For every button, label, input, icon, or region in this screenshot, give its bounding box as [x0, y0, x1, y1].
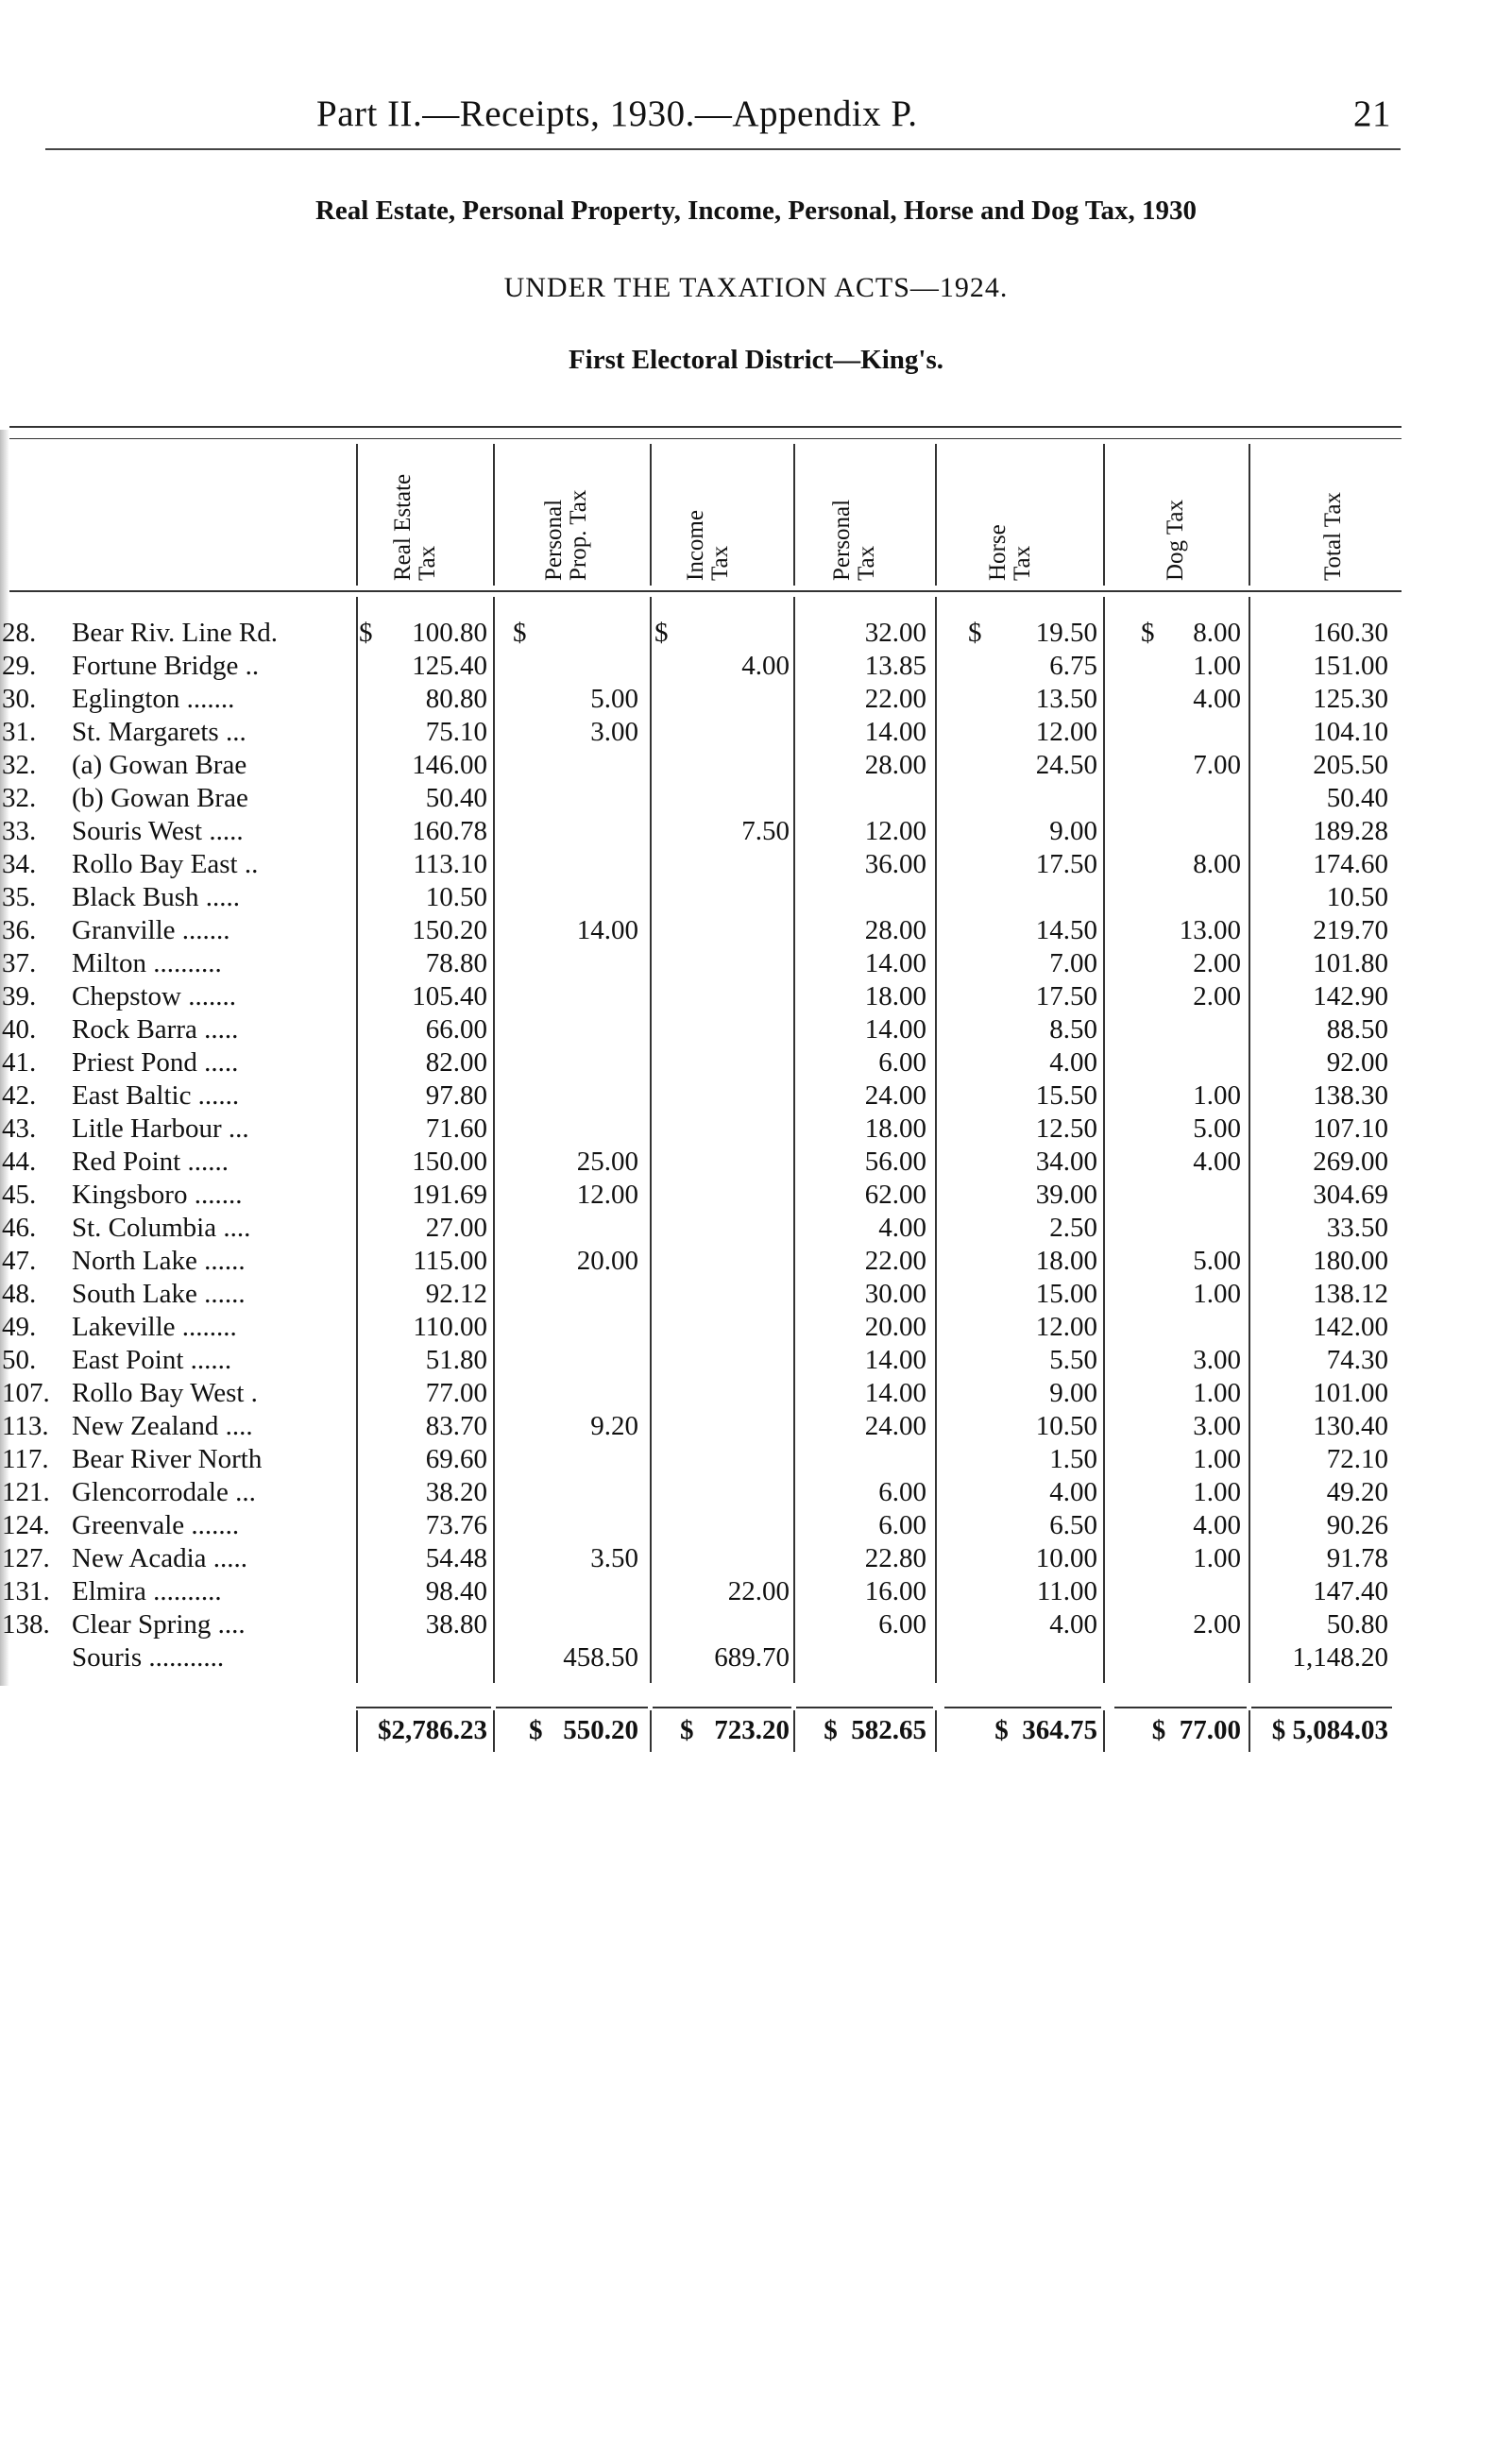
cell-personal-prop: 12.00	[576, 1180, 638, 1210]
cell-personal: 6.00	[878, 1609, 926, 1640]
district-name: North Lake ......	[72, 1246, 246, 1276]
row-number: 47.	[2, 1246, 37, 1276]
table-row	[0, 1509, 1512, 1542]
cell-total: 219.70	[1313, 915, 1388, 945]
header-title: Part II.—Receipts, 1930.—Appendix P.	[316, 93, 918, 134]
cell-real-estate: 100.80	[412, 618, 487, 648]
cell-dog: 13.00	[1179, 915, 1241, 945]
total-underline	[496, 1707, 648, 1708]
cell-total: 138.12	[1313, 1279, 1388, 1309]
district-name: Souris ...........	[72, 1642, 225, 1673]
column-header-total	[1277, 444, 1390, 586]
cell-total: 33.50	[1326, 1213, 1388, 1243]
cell-dog: 1.00	[1193, 1279, 1241, 1309]
cell-horse: 39.00	[1035, 1180, 1097, 1210]
table-row	[0, 1146, 1512, 1179]
column-header-label: Personal Prop. Tax	[541, 489, 591, 581]
table-row	[0, 881, 1512, 914]
cell-horse: 15.00	[1035, 1279, 1097, 1309]
district-name: Eglington .......	[72, 684, 235, 714]
total-real-estate: $2,786.23	[378, 1715, 487, 1745]
cell-horse: 10.00	[1035, 1543, 1097, 1573]
cell-horse: 4.00	[1049, 1477, 1097, 1507]
district-name: Bear River North	[72, 1444, 263, 1474]
column-header-dog	[1119, 444, 1232, 586]
cell-horse: 6.75	[1049, 651, 1097, 681]
row-number: 39.	[2, 981, 37, 1011]
table-row	[0, 782, 1512, 815]
district-name: Rollo Bay West .	[72, 1378, 258, 1408]
column-header-personal	[798, 444, 911, 586]
cell-personal: 36.00	[864, 849, 926, 879]
district-name: (a) Gowan Brae	[72, 750, 247, 780]
row-number: 35.	[2, 882, 37, 912]
cell-personal: 16.00	[864, 1576, 926, 1606]
cell-horse: 2.50	[1049, 1213, 1097, 1243]
cell-personal: 13.85	[864, 651, 926, 681]
row-number: 138.	[2, 1609, 50, 1640]
table-row	[0, 1245, 1512, 1278]
cell-personal: 22.00	[864, 684, 926, 714]
cell-dog: 1.00	[1193, 1378, 1241, 1408]
header-divider	[356, 444, 358, 586]
cell-personal: 18.00	[864, 981, 926, 1011]
cell-personal: 14.00	[864, 1345, 926, 1375]
cell-personal: 62.00	[864, 1180, 926, 1210]
cell-horse: 9.00	[1049, 1378, 1097, 1408]
table-row	[0, 1608, 1512, 1641]
cell-real-estate: 115.00	[413, 1246, 487, 1276]
table-row	[0, 1410, 1512, 1443]
table-row	[0, 914, 1512, 947]
total-underline	[653, 1707, 791, 1708]
district-name: (b) Gowan Brae	[72, 783, 248, 813]
cell-personal: 32.00	[864, 618, 926, 648]
table-row	[0, 1542, 1512, 1575]
cell-personal: 20.00	[864, 1312, 926, 1342]
table-row	[0, 815, 1512, 848]
cell-real-estate: 78.80	[425, 948, 487, 978]
grand-total-row	[0, 1714, 1512, 1747]
district-name: Priest Pond .....	[72, 1047, 239, 1078]
district-name: Chepstow .......	[72, 981, 236, 1011]
row-number: 31.	[2, 717, 37, 747]
cell-personal: 28.00	[864, 915, 926, 945]
cell-personal-prop: 458.50	[563, 1642, 638, 1673]
cell-real-estate: 160.78	[412, 816, 487, 846]
district-name: Red Point ......	[72, 1147, 229, 1177]
cell-dog: 5.00	[1193, 1246, 1241, 1276]
cell-total: 92.00	[1326, 1047, 1388, 1078]
cell-real-estate: 80.80	[425, 684, 487, 714]
cell-real-estate: 54.48	[425, 1543, 487, 1573]
district-name: Granville .......	[72, 915, 230, 945]
column-header-label: Horse Tax	[985, 524, 1035, 581]
cell-real-estate: 97.80	[425, 1080, 487, 1111]
table-row	[0, 980, 1512, 1013]
row-number: 131.	[2, 1576, 50, 1606]
column-header-real-estate	[359, 444, 472, 586]
cell-total: 205.50	[1313, 750, 1388, 780]
district-name: East Point ......	[72, 1345, 232, 1375]
district-name: Rollo Bay East ..	[72, 849, 259, 879]
cell-dog: 2.00	[1193, 981, 1241, 1011]
cell-total: 174.60	[1313, 849, 1388, 879]
row-number: 107.	[2, 1378, 50, 1408]
cell-total: 107.10	[1313, 1113, 1388, 1144]
district-name: New Zealand ....	[72, 1411, 253, 1441]
table-row	[0, 1179, 1512, 1212]
cell-real-estate: 77.00	[425, 1378, 487, 1408]
cell-total: 1,148.20	[1292, 1642, 1388, 1673]
row-number: 32.	[2, 783, 37, 813]
row-number: 117.	[2, 1444, 49, 1474]
table-row	[0, 650, 1512, 683]
cell-horse: 5.50	[1049, 1345, 1097, 1375]
row-number: 42.	[2, 1080, 37, 1111]
row-number: 124.	[2, 1510, 50, 1540]
cell-horse: 12.00	[1035, 717, 1097, 747]
row-number: 48.	[2, 1279, 37, 1309]
cell-personal: 6.00	[878, 1477, 926, 1507]
row-number: 44.	[2, 1147, 37, 1177]
cell-personal: 6.00	[878, 1510, 926, 1540]
header-rule	[45, 148, 1401, 150]
table-row	[0, 848, 1512, 881]
cell-real-estate: 51.80	[425, 1345, 487, 1375]
cell-total: 180.00	[1313, 1246, 1388, 1276]
cell-total: 142.00	[1313, 1312, 1388, 1342]
header-divider	[493, 444, 495, 586]
cell-personal: 30.00	[864, 1279, 926, 1309]
row-number: 28.	[2, 618, 37, 648]
cell-dog: 3.00	[1193, 1411, 1241, 1441]
cell-dog: 8.00	[1193, 618, 1241, 648]
cell-total: 189.28	[1313, 816, 1388, 846]
table-row	[0, 1476, 1512, 1509]
dollar-sign: $	[359, 618, 373, 648]
total-underline	[796, 1707, 933, 1708]
cell-horse: 34.00	[1035, 1147, 1097, 1177]
row-number: 49.	[2, 1312, 37, 1342]
dollar-sign: $	[513, 618, 527, 648]
district-name: Milton ..........	[72, 948, 222, 978]
cell-personal-prop: 9.20	[590, 1411, 638, 1441]
row-number: 32.	[2, 750, 37, 780]
dollar-sign: $	[1141, 618, 1155, 648]
cell-real-estate: 191.69	[412, 1180, 487, 1210]
district-name: Glencorrodale ...	[72, 1477, 256, 1507]
column-header-label: Real Estate Tax	[390, 473, 440, 581]
cell-personal: 56.00	[864, 1147, 926, 1177]
table-subtitle: UNDER THE TAXATION ACTS—1924.	[503, 272, 1009, 303]
table-row	[0, 716, 1512, 749]
cell-dog: 1.00	[1193, 1477, 1241, 1507]
row-number: 34.	[2, 849, 37, 879]
table-row	[0, 683, 1512, 716]
cell-total: 160.30	[1313, 618, 1388, 648]
district-name: Kingsboro .......	[72, 1180, 243, 1210]
district-name: Rock Barra .....	[72, 1014, 239, 1045]
cell-total: 125.30	[1313, 684, 1388, 714]
cell-real-estate: 83.70	[425, 1411, 487, 1441]
cell-dog: 1.00	[1193, 1543, 1241, 1573]
table-row	[0, 1013, 1512, 1046]
cell-personal: 24.00	[864, 1080, 926, 1111]
cell-total: 142.90	[1313, 981, 1388, 1011]
cell-horse: 12.50	[1035, 1113, 1097, 1144]
cell-real-estate: 50.40	[425, 783, 487, 813]
table-row	[0, 1046, 1512, 1079]
header-bottom-rule	[9, 590, 1402, 592]
table-row	[0, 1443, 1512, 1476]
cell-personal-prop: 25.00	[576, 1147, 638, 1177]
cell-real-estate: 75.10	[425, 717, 487, 747]
column-header-personal-prop	[510, 444, 623, 586]
district-name: Bear Riv. Line Rd.	[72, 618, 278, 648]
header-divider	[1249, 444, 1250, 586]
row-number: 121.	[2, 1477, 50, 1507]
total-underline	[356, 1707, 491, 1708]
cell-total: 147.40	[1313, 1576, 1388, 1606]
cell-horse: 11.00	[1036, 1576, 1097, 1606]
row-number: 46.	[2, 1213, 37, 1243]
cell-real-estate: 38.20	[425, 1477, 487, 1507]
total-personal-prop: $ 550.20	[529, 1715, 638, 1745]
cell-total: 138.30	[1313, 1080, 1388, 1111]
cell-real-estate: 38.80	[425, 1609, 487, 1640]
row-number: 29.	[2, 651, 37, 681]
cell-real-estate: 10.50	[425, 882, 487, 912]
table-row	[0, 1377, 1512, 1410]
district-name: East Baltic ......	[72, 1080, 240, 1111]
cell-real-estate: 71.60	[425, 1113, 487, 1144]
total-dog: $ 77.00	[1151, 1715, 1241, 1745]
cell-total: 88.50	[1326, 1014, 1388, 1045]
table-row	[0, 1113, 1512, 1146]
cell-total: 104.10	[1313, 717, 1388, 747]
cell-total: 49.20	[1326, 1477, 1388, 1507]
cell-real-estate: 73.76	[425, 1510, 487, 1540]
cell-personal: 6.00	[878, 1047, 926, 1078]
cell-real-estate: 110.00	[413, 1312, 487, 1342]
cell-total: 74.30	[1326, 1345, 1388, 1375]
total-personal: $ 582.65	[824, 1715, 926, 1745]
cell-dog: 7.00	[1193, 750, 1241, 780]
cell-income: 22.00	[727, 1576, 790, 1606]
cell-real-estate: 150.20	[412, 915, 487, 945]
cell-real-estate: 69.60	[425, 1444, 487, 1474]
cell-horse: 10.50	[1035, 1411, 1097, 1441]
cell-total: 101.80	[1313, 948, 1388, 978]
cell-total: 101.00	[1313, 1378, 1388, 1408]
row-number: 45.	[2, 1180, 37, 1210]
cell-dog: 2.00	[1193, 1609, 1241, 1640]
cell-personal-prop: 5.00	[590, 684, 638, 714]
cell-dog: 1.00	[1193, 1080, 1241, 1111]
cell-horse: 17.50	[1035, 849, 1097, 879]
column-header-label: Dog Tax	[1163, 500, 1188, 581]
cell-horse: 12.00	[1035, 1312, 1097, 1342]
row-number: 40.	[2, 1014, 37, 1045]
column-header-horse	[954, 444, 1067, 586]
cell-real-estate: 105.40	[412, 981, 487, 1011]
row-number: 41.	[2, 1047, 37, 1078]
district-title: First Electoral District—King's.	[568, 345, 944, 375]
cell-total: 50.80	[1326, 1609, 1388, 1640]
cell-horse: 18.00	[1035, 1246, 1097, 1276]
cell-real-estate: 150.00	[412, 1147, 487, 1177]
cell-income: 7.50	[741, 816, 790, 846]
cell-dog: 3.00	[1193, 1345, 1241, 1375]
header-divider	[793, 444, 795, 586]
column-header-label: Personal Tax	[829, 499, 879, 581]
cell-total: 304.69	[1313, 1180, 1388, 1210]
cell-personal: 14.00	[864, 1378, 926, 1408]
cell-horse: 6.50	[1049, 1510, 1097, 1540]
total-total: $ 5,084.03	[1271, 1715, 1388, 1745]
column-header-label: Total Tax	[1320, 492, 1346, 581]
column-header-income	[652, 444, 765, 586]
total-underline	[1251, 1707, 1392, 1708]
district-name: Souris West .....	[72, 816, 244, 846]
cell-horse: 4.00	[1049, 1047, 1097, 1078]
district-name: Lakeville ........	[72, 1312, 237, 1342]
row-number: 127.	[2, 1543, 50, 1573]
page-number: 21	[1353, 93, 1391, 134]
cell-total: 50.40	[1326, 783, 1388, 813]
table-row	[0, 1278, 1512, 1311]
cell-dog: 2.00	[1193, 948, 1241, 978]
total-underline	[1114, 1707, 1247, 1708]
cell-horse: 4.00	[1049, 1609, 1097, 1640]
district-name: Fortune Bridge ..	[72, 651, 260, 681]
cell-personal-prop: 14.00	[576, 915, 638, 945]
cell-total: 269.00	[1313, 1147, 1388, 1177]
cell-income: 689.70	[714, 1642, 790, 1673]
cell-personal-prop: 20.00	[576, 1246, 638, 1276]
cell-personal: 22.80	[864, 1543, 926, 1573]
row-number: 50.	[2, 1345, 37, 1375]
cell-real-estate: 92.12	[425, 1279, 487, 1309]
table-row	[0, 1641, 1512, 1674]
table-row	[0, 749, 1512, 782]
cell-personal: 4.00	[878, 1213, 926, 1243]
district-name: New Acadia .....	[72, 1543, 248, 1573]
row-number: 113.	[2, 1411, 49, 1441]
cell-total: 91.78	[1326, 1543, 1388, 1573]
cell-total: 130.40	[1313, 1411, 1388, 1441]
district-name: St. Columbia ....	[72, 1213, 251, 1243]
district-name: St. Margarets ...	[72, 717, 246, 747]
cell-real-estate: 146.00	[412, 750, 487, 780]
cell-personal: 14.00	[864, 1014, 926, 1045]
cell-dog: 4.00	[1193, 1510, 1241, 1540]
cell-personal: 14.00	[864, 948, 926, 978]
header-divider	[935, 444, 937, 586]
cell-personal: 22.00	[864, 1246, 926, 1276]
cell-personal: 28.00	[864, 750, 926, 780]
column-header-label: Income Tax	[683, 510, 733, 581]
table-title: Real Estate, Personal Property, Income, Personal, Horse and Dog Tax, 1930	[314, 195, 1198, 226]
cell-personal: 14.00	[864, 717, 926, 747]
row-number: 33.	[2, 816, 37, 846]
cell-horse: 24.50	[1035, 750, 1097, 780]
cell-horse: 17.50	[1035, 981, 1097, 1011]
row-number: 30.	[2, 684, 37, 714]
cell-real-estate: 98.40	[425, 1576, 487, 1606]
table-row	[0, 1344, 1512, 1377]
district-name: Greenvale .......	[72, 1510, 240, 1540]
cell-total: 10.50	[1326, 882, 1388, 912]
district-name: Litle Harbour ...	[72, 1113, 249, 1144]
header-divider	[650, 444, 652, 586]
cell-real-estate: 27.00	[425, 1213, 487, 1243]
district-name: Clear Spring ....	[72, 1609, 246, 1640]
cell-personal-prop: 3.00	[590, 717, 638, 747]
table-row	[0, 1079, 1512, 1113]
cell-total: 151.00	[1313, 651, 1388, 681]
table-row	[0, 1311, 1512, 1344]
district-name: Black Bush .....	[72, 882, 241, 912]
cell-dog: 4.00	[1193, 684, 1241, 714]
district-name: Elmira ..........	[72, 1576, 222, 1606]
total-underline	[944, 1707, 1101, 1708]
dollar-sign: $	[654, 618, 669, 648]
cell-dog: 5.00	[1193, 1113, 1241, 1144]
cell-real-estate: 125.40	[412, 651, 487, 681]
cell-dog: 8.00	[1193, 849, 1241, 879]
cell-total: 90.26	[1326, 1510, 1388, 1540]
cell-income: 4.00	[741, 651, 790, 681]
cell-dog: 1.00	[1193, 651, 1241, 681]
row-number: 43.	[2, 1113, 37, 1144]
cell-personal: 24.00	[864, 1411, 926, 1441]
cell-horse: 15.50	[1035, 1080, 1097, 1111]
cell-personal: 12.00	[864, 816, 926, 846]
row-number: 37.	[2, 948, 37, 978]
cell-personal-prop: 3.50	[590, 1543, 638, 1573]
cell-dog: 1.00	[1193, 1444, 1241, 1474]
cell-horse: 9.00	[1049, 816, 1097, 846]
cell-real-estate: 113.10	[413, 849, 487, 879]
cell-horse: 14.50	[1035, 915, 1097, 945]
table-row	[0, 947, 1512, 980]
total-horse: $ 364.75	[994, 1715, 1097, 1745]
cell-horse: 7.00	[1049, 948, 1097, 978]
header-divider	[1103, 444, 1105, 586]
cell-real-estate: 82.00	[425, 1047, 487, 1078]
cell-real-estate: 66.00	[425, 1014, 487, 1045]
table-row	[0, 1212, 1512, 1245]
total-income: $ 723.20	[680, 1715, 790, 1745]
cell-horse: 8.50	[1049, 1014, 1097, 1045]
cell-horse: 19.50	[1035, 618, 1097, 648]
cell-total: 72.10	[1326, 1444, 1388, 1474]
cell-personal: 18.00	[864, 1113, 926, 1144]
table-top-rule	[9, 426, 1402, 428]
table-row	[0, 617, 1512, 650]
district-name: South Lake ......	[72, 1279, 246, 1309]
cell-horse: 1.50	[1049, 1444, 1097, 1474]
table-top-rule-inner	[9, 438, 1402, 439]
dollar-sign: $	[968, 618, 982, 648]
cell-horse: 13.50	[1035, 684, 1097, 714]
table-row	[0, 1575, 1512, 1608]
cell-dog: 4.00	[1193, 1147, 1241, 1177]
row-number: 36.	[2, 915, 37, 945]
